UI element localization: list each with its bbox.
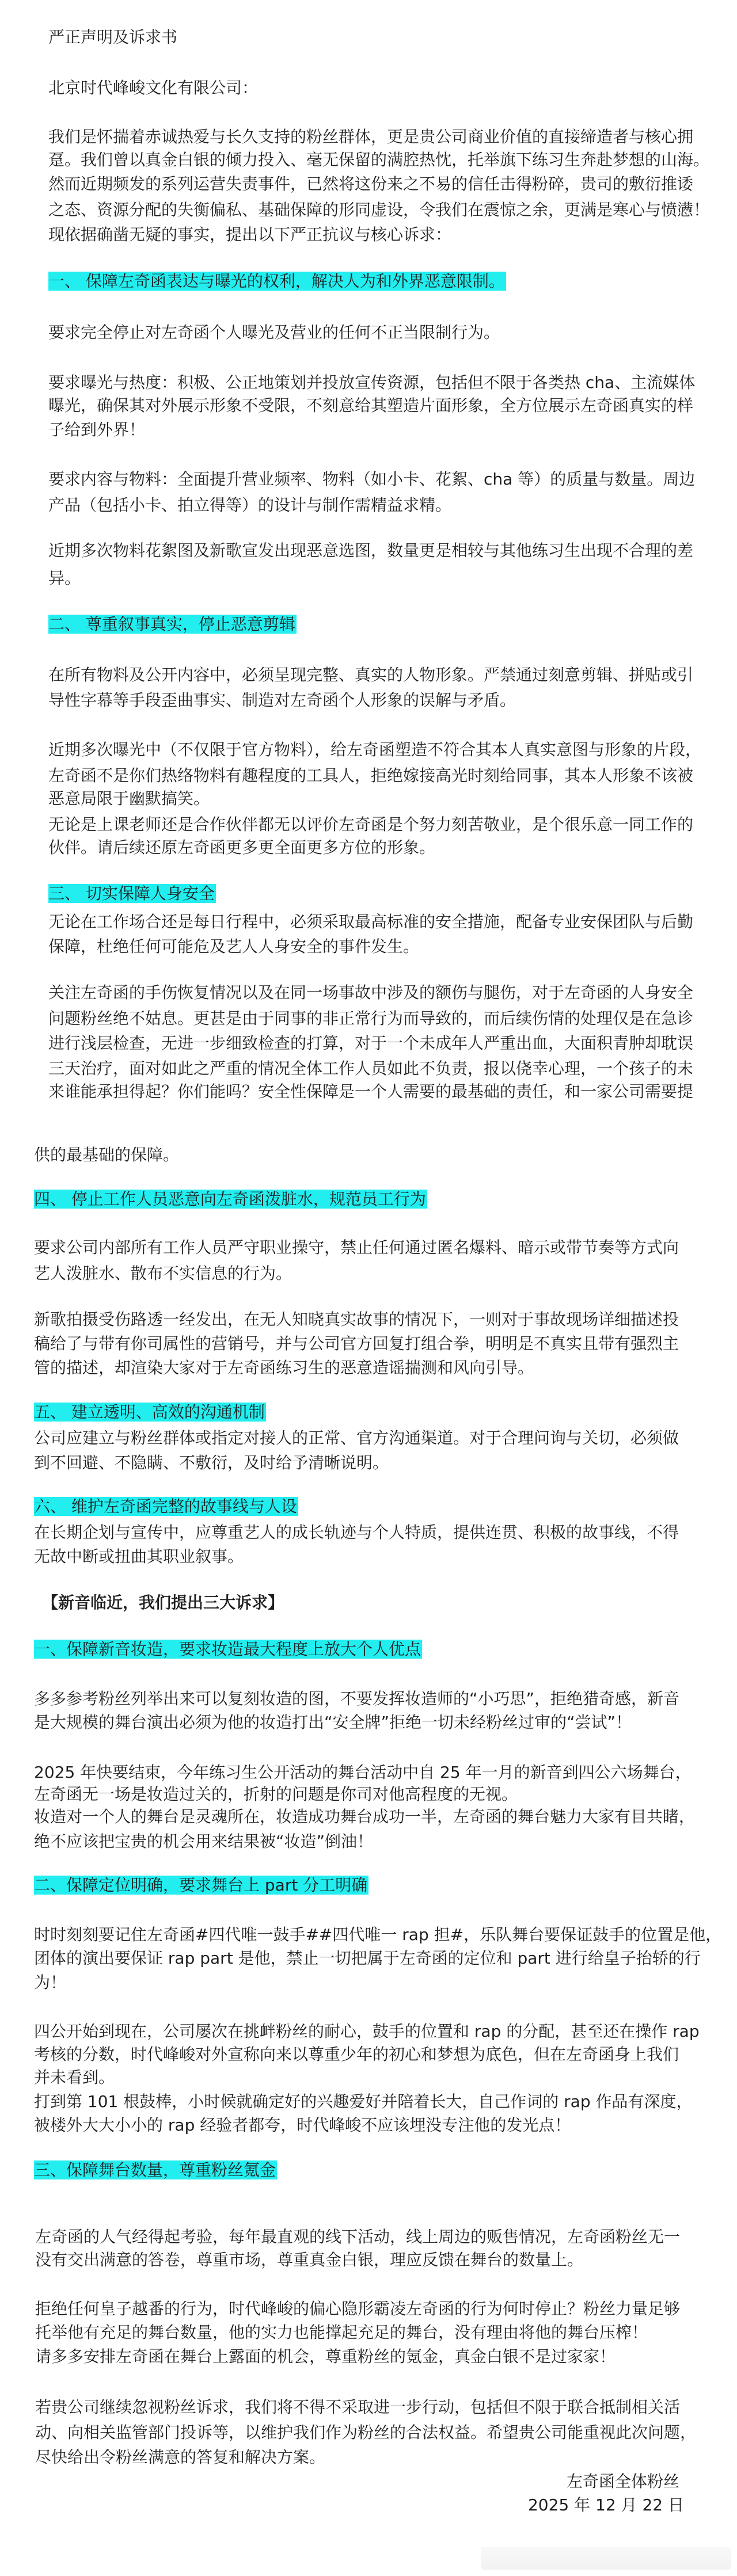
heading-line — [34, 1874, 368, 1896]
paragraph-line: 并未看到。 — [34, 2068, 115, 2087]
text-line — [34, 1333, 679, 1355]
document-title: 严正声明及诉求书 — [48, 28, 178, 47]
text-line — [34, 1806, 695, 1828]
paragraph-line: 动、向相关监管部门投诉等，以维护我们作为粉丝的合法权益。希望贵公司能重视此次问题， — [35, 2423, 697, 2442]
paragraph-line: 然而近期频发的系列运营失责事件，已然将这份来之不易的信任击得粉碎，贵司的敷衍推诿 — [48, 174, 694, 193]
paragraph-line: 拒绝任何皇子越番的行为，时代峰峻的偏心隐形霸凌左奇函的行为何时停止？粉丝力量足够 — [35, 2299, 681, 2318]
text-line — [35, 2322, 648, 2343]
paragraph-line: 我们是怀揣着赤诚热爱与长久支持的粉丝群体，更是贵公司商业价值的直接缔造者与核心拥 — [48, 127, 694, 146]
paragraph-line: 在长期企划与宣传中，应尊重艺人的成长轨迹与个人特质，提供连贯、积极的故事线，不得 — [34, 1523, 679, 1542]
paragraph-line: 四公开始到现在，公司屡次在挑衅粉丝的耐心，鼓手的位置和 rap 的分配，甚至还在操作 rap — [34, 2022, 700, 2041]
paragraph-line: 绝不应该把宝贵的机会用来结果被“妆造”倒油！ — [34, 1832, 374, 1851]
signature-line — [567, 2471, 679, 2493]
text-line — [34, 1144, 179, 1166]
paragraph-line: 来谁能承担得起？你们能吗？安全性保障是一个人需要的最基础的责任，和一家公司需要提 — [48, 1082, 694, 1101]
paragraph-line: 趸。我们曾以真金白银的倾力投入、毫无保留的满腔热忱，托举旗下练习生奔赴梦想的山海。 — [48, 150, 710, 169]
section-heading: 一、保障新音妆造，要求妆造最大程度上放大个人优点 — [34, 1640, 421, 1659]
paragraph-line: 曝光，确保其对外展示形象不受限，不刻意给其塑造片面形象，全方位展示左奇函真实的样 — [48, 396, 694, 415]
section-heading: 一、 保障左奇函表达与曝光的权利，解决人为和外界恶意限制。 — [48, 272, 505, 291]
text-line — [34, 1948, 701, 1969]
text-line — [34, 1762, 692, 1784]
paragraph-line: 三天治疗，面对如此之严重的情况全体工作人员如此不负责，报以侥幸心理，一个孩子的未 — [48, 1059, 694, 1078]
paragraph-line: 要求完全停止对左奇函个人曝光及营业的任何不正当限制行为。 — [48, 323, 500, 342]
text-line — [34, 1712, 632, 1733]
text-line — [34, 1263, 292, 1285]
paragraph-line: 没有交出满意的答卷，尊重市场，尊重真金白银，理应反馈在舞台的数量上。 — [35, 2250, 584, 2269]
paragraph-line: 公司应建立与粉丝群体或指定对接人的正常、官方沟通渠道。对于合理问询与关切，必须做 — [34, 1428, 679, 1447]
text-line — [34, 1972, 66, 1994]
text-line — [34, 2044, 679, 2066]
text-line — [35, 2447, 325, 2468]
section-heading: 三、保障舞台数量，尊重粉丝氪金 — [34, 2160, 276, 2179]
paragraph-line: 之态、资源分配的失衡偏私、基础保障的形同虚设，令我们在震惊之余，更满是寒心与愤懑！ — [48, 200, 710, 219]
text-line — [34, 1924, 721, 1946]
text-line — [48, 126, 693, 148]
text-line — [48, 322, 500, 344]
text-line — [34, 1357, 534, 1379]
text-line — [34, 2067, 115, 2089]
section-heading: 二、 尊重叙事真实，停止恶意剪辑 — [48, 615, 295, 634]
paragraph-line: 妆造对一个人的舞台是灵魂所在，妆造成功舞台成功一半，左奇函的舞台魅力大家有目共睹， — [34, 1807, 696, 1826]
text-line — [48, 395, 693, 417]
heading-line — [48, 883, 216, 905]
heading-line — [34, 1638, 422, 1660]
paragraph-line: 托举他有充足的舞台数量，他的实力也能撑起充足的舞台，没有理由将他的舞台压榨！ — [35, 2323, 648, 2342]
section-heading: 四、 停止工作人员恶意向左奇函泼脏水，规范员工行为 — [34, 1190, 426, 1209]
text-line — [48, 173, 693, 195]
text-line — [48, 540, 693, 562]
section-heading: 二、保障定位明确，要求舞台上 part 分工明确 — [34, 1876, 368, 1895]
paragraph-line: 无论是上课老师还是合作伙伴都无以评价左奇函是个努力刻苦敬业，是个很乐意一同工作的 — [48, 815, 694, 834]
text-line — [48, 982, 693, 1004]
demands-subtitle: 【新音临近，我们提出三大诉求】 — [42, 1593, 284, 1612]
paragraph-line: 近期多次曝光中（不仅限于官方物料），给左奇函塑造不符合其本人真实意图与形象的片段， — [48, 740, 702, 759]
text-line — [48, 1032, 693, 1054]
paragraph-line: 要求内容与物料：全面提升营业频率、物料（如小卡、花絮、cha 等）的质量与数量。周边 — [48, 470, 696, 489]
text-line — [35, 2422, 696, 2444]
paragraph-line: 被楼外大大小小的 rap 经验者都夸，时代峰峻不应该埋没专注他的发光点！ — [34, 2116, 571, 2135]
salutation-line — [48, 77, 258, 99]
paragraph-line: 要求曝光与热度：积极、公正地策划并投放宣传资源，包括但不限于各类热 cha、主流媒体 — [48, 373, 696, 392]
addressee: 北京时代峰峻文化有限公司： — [48, 78, 259, 97]
text-line — [35, 2346, 616, 2368]
section-heading: 三、 切实保障人身安全 — [48, 884, 215, 903]
paragraph-line: 伙伴。请后续还原左奇函更多更全面更多方位的形象。 — [48, 838, 436, 857]
paragraph-line: 管的描述，却渲染大家对于左奇函练习生的恶意造谣揣测和风向引导。 — [34, 1358, 534, 1377]
watermark-box — [481, 2547, 731, 2570]
paragraph-line: 艺人泼脏水、散布不实信息的行为。 — [34, 1264, 292, 1283]
heading-line — [48, 613, 297, 635]
heading-line — [48, 270, 506, 292]
text-line — [48, 567, 81, 589]
paragraph-line: 供的最基础的保障。 — [34, 1145, 180, 1164]
paragraph-line: 若贵公司继续忽视粉丝诉求，我们将不得不采取进一步行动，包括但不限于联合抵制相关活 — [35, 2398, 681, 2417]
text-line — [48, 1058, 693, 1080]
text-line — [48, 837, 435, 859]
text-line — [35, 2396, 680, 2418]
paragraph-line: 要求公司内部所有工作人员严守职业操守，禁止任何通过匿名爆料、暗示或带节奏等方式向 — [34, 1238, 679, 1257]
text-line — [48, 1008, 693, 1030]
signature: 左奇函全体粉丝 — [566, 2472, 679, 2491]
text-line — [48, 494, 451, 516]
text-line — [48, 936, 419, 958]
paragraph-line: 关注左奇函的手伤恢复情况以及在同一场事故中涉及的额伤与腿伤，对于左奇函的人身安全 — [48, 983, 694, 1002]
text-line — [48, 468, 695, 490]
paragraph-line: 尽快给出令粉丝满意的答复和解决方案。 — [35, 2448, 326, 2467]
heading-line — [34, 1401, 266, 1423]
text-line — [35, 2249, 583, 2271]
date-line — [528, 2494, 684, 2516]
paragraph-line: 左奇函的人气经得起考验，每年最直观的线下活动，线上周边的贩售情况，左奇函粉丝无一 — [35, 2227, 681, 2246]
text-line — [48, 689, 516, 711]
text-line — [48, 149, 709, 171]
text-line — [48, 664, 693, 686]
text-line — [34, 2091, 693, 2113]
paragraph-line: 时时刻刻要记住左奇函#四代唯一鼓手##四代唯一 rap 担#，乐队舞台要保证鼓手的位置是他， — [34, 1925, 722, 1944]
paragraph-line: 请多多安排左奇函在舞台上露面的机会，尊重粉丝的氪金，真金白银不是过家家！ — [35, 2347, 616, 2366]
text-line — [34, 1784, 518, 1805]
date: 2025 年 12 月 22 日 — [527, 2495, 684, 2514]
paragraph-line: 考核的分数，时代峰峻对外宣称向来以尊重少年的初心和梦想为底色，但在左奇函身上我们 — [34, 2045, 679, 2064]
text-line — [48, 419, 145, 441]
paragraph-line: 异。 — [48, 569, 81, 588]
paragraph-line: 导性字幕等手段歪曲事实、制造对左奇函个人形象的误解与矛盾。 — [48, 691, 516, 710]
text-line — [34, 1309, 679, 1331]
section-heading: 五、 建立透明、高效的沟通机制 — [34, 1403, 265, 1422]
text-line — [48, 788, 210, 810]
text-line — [34, 2114, 571, 2136]
text-line — [35, 2298, 680, 2320]
paragraph-line: 产品（包括小卡、拍立得等）的设计与制作需精益求精。 — [48, 496, 452, 515]
paragraph-line: 保障，杜绝任何可能危及艺人人身安全的事件发生。 — [48, 937, 420, 956]
text-line — [48, 911, 693, 933]
subtitle-line — [42, 1592, 284, 1614]
paragraph-line: 无论在工作场合还是每日行程中，必须采取最高标准的安全措施，配备专业安保团队与后勤 — [48, 912, 694, 931]
text-line — [48, 372, 695, 394]
paragraph-line: 多多参考粉丝列举出来可以复刻妆造的图，不要发挥妆造师的“小巧思”，拒绝猎奇感，新音 — [34, 1689, 680, 1708]
paragraph-line: 打到第 101 根鼓棒，小时候就确定好的兴趣爱好并陪着长大，自己作词的 rap 作品有深度， — [34, 2092, 693, 2111]
text-line — [34, 1546, 244, 1568]
paragraph-line: 2025 年快要结束，今年练习生公开活动的舞台活动中自 25 年一月的新音到四公六场舞台， — [34, 1763, 692, 1782]
text-line — [48, 199, 709, 221]
heading-line — [34, 1496, 298, 1518]
paragraph-line: 问题粉丝绝不姑息。更甚是由于同事的非正常行为而导致的，而后续伤情的处理仅是在急诊 — [48, 1009, 694, 1028]
paragraph-line: 左奇函无一场是妆造过关的，折射的问题是你司对他高程度的无视。 — [34, 1785, 518, 1804]
text-line — [48, 765, 693, 787]
title-line — [48, 26, 177, 48]
paragraph-line: 左奇函不是你们热络物料有趣程度的工具人，拒绝嫁接高光时刻给同事，其本人形象不该被 — [48, 766, 694, 785]
paragraph-line: 近期多次物料花絮图及新歌宣发出现恶意选图，数量更是相较与其他练习生出现不合理的差 — [48, 541, 694, 560]
paragraph-line: 进行浅层检查，无进一步细致检查的打算，对于一个未成年人严重出血，大面积青肿却耽误 — [48, 1034, 694, 1053]
text-line — [35, 2226, 680, 2248]
paragraph-line: 无故中断或扭曲其职业叙事。 — [34, 1547, 244, 1566]
paragraph-line: 稿给了与带有你司属性的营销号，并与公司官方回复打组合拳，明明是不真实且带有强烈主 — [34, 1334, 679, 1353]
paragraph-line: 为！ — [34, 1973, 67, 1992]
text-line — [34, 1427, 679, 1449]
text-line — [48, 739, 701, 761]
text-line — [34, 2021, 700, 2042]
text-line — [48, 814, 693, 836]
paragraph-line: 团体的演出要保证 rap part 是他，禁止一切把属于左奇函的定位和 part 进行给皇子抬轿的行 — [34, 1949, 701, 1968]
paragraph-line: 到不回避、不隐瞒、不敷衍，及时给予清晰说明。 — [34, 1453, 389, 1472]
text-line — [34, 1688, 679, 1710]
text-line — [34, 1452, 389, 1474]
paragraph-line: 子给到外界！ — [48, 420, 146, 439]
paragraph-line: 在所有物料及公开内容中，必须呈现完整、真实的人物形象。严禁通过刻意剪辑、拼贴或引 — [48, 665, 694, 684]
text-line — [34, 1237, 679, 1259]
text-line — [48, 224, 451, 246]
section-heading: 六、 维护左奇函完整的故事线与人设 — [34, 1497, 297, 1516]
paragraph-line: 新歌拍摄受伤路透一经发出，在无人知晓真实故事的情况下，一则对于事故现场详细描述投 — [34, 1310, 679, 1329]
paragraph-line: 恶意局限于幽默搞笑。 — [48, 789, 210, 808]
paragraph-line: 是大规模的舞台演出必须为他的妆造打出“安全牌”拒绝一切未经粉丝过审的“尝试”！ — [34, 1713, 632, 1732]
text-line — [34, 1831, 373, 1853]
text-line — [34, 1522, 679, 1544]
heading-line — [34, 1188, 427, 1210]
heading-line — [34, 2159, 277, 2181]
paragraph-line: 现依据确凿无疑的事实，提出以下严正抗议与核心诉求： — [48, 225, 452, 244]
text-line — [48, 1081, 693, 1103]
